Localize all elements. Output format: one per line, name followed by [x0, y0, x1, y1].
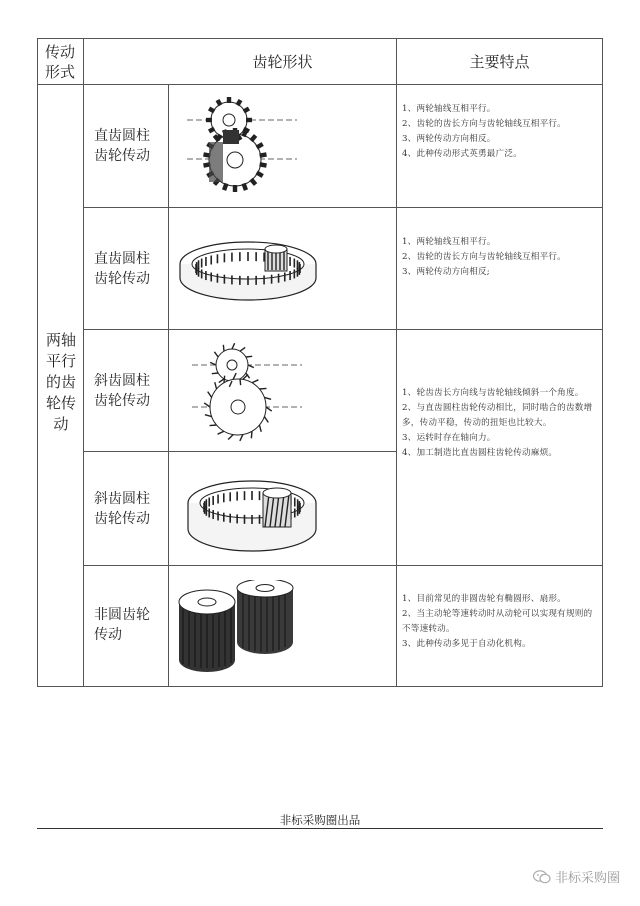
group-label: 两轴平行的齿轮传动 — [45, 331, 76, 433]
gear-tooth — [224, 376, 225, 383]
feature-line: 3、此种传动多见于自动化机构。 — [402, 639, 531, 649]
table-border-bottom — [37, 686, 603, 687]
gear-tooth — [206, 118, 212, 122]
feature-line: 2、当主动轮等速转动时从动轮可以实现有规则的不等速转动。 — [402, 609, 593, 634]
table-border-left — [37, 38, 38, 687]
feature-line: 1、两轮轴线互相平行。 — [402, 104, 496, 114]
watermark — [533, 867, 620, 886]
row-name-2: 直齿圆柱齿轮传动 — [94, 251, 150, 287]
features-block-3 — [402, 386, 598, 461]
feature-line: 1、两轮轴线互相平行。 — [402, 237, 496, 247]
watermark-text: 非标采购圈 — [554, 871, 620, 886]
features-block-2 — [402, 235, 598, 280]
gear-tooth — [241, 183, 248, 191]
table-border-top — [37, 38, 603, 39]
feature-line: 4、此种传动形式英勇最广泛。 — [402, 149, 522, 159]
feature-line: 2、与直齿圆柱齿轮传动相比，同时啮合的齿数增多，传动平稳，传动的扭矩也比较大。 — [402, 403, 593, 428]
external-spur-gears-icon — [187, 94, 297, 204]
gear-tooth — [219, 379, 224, 383]
row-divider-3 — [84, 451, 397, 452]
row-divider-4 — [84, 565, 603, 566]
feature-line: 3、运转时存在轴向力。 — [402, 433, 496, 443]
gear-tooth — [246, 356, 252, 357]
table-border-right — [602, 38, 603, 687]
gear-tooth — [251, 431, 252, 438]
col-divider-2 — [168, 85, 169, 687]
gear-tooth — [264, 417, 268, 423]
features-block-1 — [402, 102, 598, 162]
row-name-5: 非圆齿轮传动 — [94, 607, 150, 643]
gear-tooth — [215, 382, 217, 389]
gear-tooth — [266, 407, 272, 411]
feature-line: 4、加工制造比直齿圆柱齿轮传动麻烦。 — [402, 448, 558, 458]
feature-line: 1、轮齿齿长方向线与齿轮轴线倾斜一个角度。 — [402, 388, 584, 398]
gear-tooth — [210, 425, 217, 426]
gear-tooth — [259, 388, 266, 389]
footer-text: 非标采购圈出品 — [279, 813, 361, 827]
row-name-4: 斜齿圆柱齿轮传动 — [94, 491, 150, 527]
gear-tooth — [214, 352, 218, 357]
gear-tooth — [218, 431, 224, 434]
wechat-icon — [533, 870, 551, 884]
gear-tooth — [222, 183, 229, 191]
row-divider-2 — [84, 329, 603, 330]
feature-line: 3、两轮传动方向相反。 — [402, 134, 496, 144]
internal-helical-gear-icon — [177, 471, 327, 561]
gear-tooth — [259, 425, 261, 432]
header-transmission-type: 传动形式 — [44, 43, 75, 81]
gear-tooth — [232, 343, 235, 349]
gear-tooth — [227, 97, 231, 103]
feature-line: 2、齿轮的齿长方向与齿轮轴线互相平行。 — [402, 119, 566, 129]
row-name-3: 斜齿圆柱齿轮传动 — [94, 373, 150, 409]
internal-spur-gear-icon — [173, 228, 323, 306]
row-name-1: 直齿圆柱齿轮传动 — [94, 128, 150, 164]
header-gear-shape: 齿轮形状 — [252, 53, 313, 71]
feature-line: 1、目前常见的非圆齿轮有椭圆形、扇形。 — [402, 594, 566, 604]
gear-transmission-table — [37, 38, 603, 687]
footer-line — [37, 828, 603, 829]
gear-tooth — [240, 347, 245, 351]
header-divider — [37, 84, 603, 85]
col-divider-3 — [396, 38, 397, 687]
header-main-features: 主要特点 — [469, 53, 530, 71]
external-helical-gears-icon — [192, 343, 302, 448]
gear-tooth — [208, 392, 212, 398]
gear-tooth — [240, 379, 241, 385]
gear-tooth — [228, 435, 233, 440]
feature-line: 2、齿轮的齿长方向与齿轮轴线互相平行。 — [402, 252, 566, 262]
row-divider-1 — [84, 207, 603, 208]
gear-tooth — [246, 118, 252, 122]
col-divider-1 — [83, 38, 84, 687]
gear-tooth — [233, 185, 237, 192]
feature-line: 3、两轮传动方向相反; — [402, 267, 490, 277]
gear-tooth — [212, 373, 218, 374]
gear-tooth — [223, 345, 224, 351]
non-circular-gears-icon — [175, 580, 325, 675]
gear-tooth — [240, 435, 243, 441]
gear-tooth — [252, 380, 258, 383]
features-block-4 — [402, 592, 598, 652]
gear-tooth — [204, 403, 210, 407]
